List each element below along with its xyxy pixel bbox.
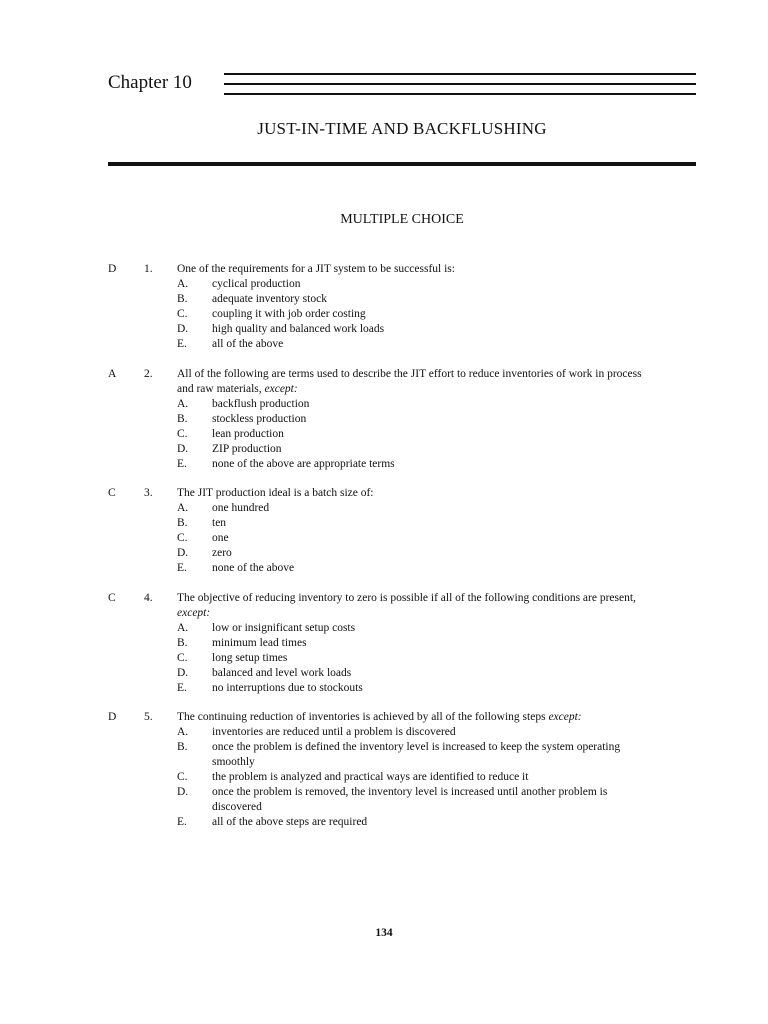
- option-text-continued: discovered: [212, 801, 262, 813]
- option-letter: A.: [177, 726, 189, 738]
- except-emphasis: except:: [177, 607, 211, 619]
- section-heading: MULTIPLE CHOICE: [340, 212, 464, 227]
- option-text: minimum lead times: [212, 637, 307, 649]
- option-letter: E.: [177, 458, 187, 470]
- option-text: ZIP production: [212, 443, 282, 455]
- option-letter: A.: [177, 622, 189, 634]
- option-text: no interruptions due to stockouts: [212, 682, 363, 694]
- title-rule: [108, 162, 696, 166]
- option-text: adequate inventory stock: [212, 293, 327, 305]
- header-rule-bottom: [224, 93, 696, 95]
- option-text: once the problem is defined the inventory level is increased to keep the system operating: [212, 741, 621, 753]
- option-text: the problem is analyzed and practical ways are identified to reduce it: [212, 771, 529, 783]
- question-stem: The objective of reducing inventory to zero is possible if all of the following conditions are present,: [177, 592, 636, 604]
- page-number: 134: [375, 927, 393, 939]
- option-letter: E.: [177, 682, 187, 694]
- except-emphasis: except:: [548, 711, 582, 723]
- option-letter: E.: [177, 562, 187, 574]
- option-letter: E.: [177, 338, 187, 350]
- option-letter: A.: [177, 502, 189, 514]
- option-letter: D.: [177, 547, 189, 559]
- answer-key: D: [108, 711, 117, 723]
- option-letter: C.: [177, 771, 188, 783]
- option-letter: A.: [177, 278, 189, 290]
- option-text: none of the above: [212, 562, 295, 574]
- chapter-title: JUST-IN-TIME AND BACKFLUSHING: [257, 119, 547, 138]
- option-letter: D.: [177, 786, 189, 798]
- option-letter: C.: [177, 652, 188, 664]
- answer-key: C: [108, 487, 116, 499]
- question-stem-continued: and raw materials, except:: [177, 383, 298, 395]
- option-letter: A.: [177, 398, 189, 410]
- option-text: inventories are reduced until a problem is discovered: [212, 726, 456, 738]
- question-number: 3.: [144, 487, 153, 499]
- header-rule-middle: [224, 83, 696, 85]
- option-letter: E.: [177, 816, 187, 828]
- option-letter: D.: [177, 667, 189, 679]
- question-stem: The JIT production ideal is a batch size of:: [177, 487, 374, 499]
- header-rule-top: [224, 73, 696, 75]
- question-number: 1.: [144, 263, 153, 275]
- answer-key: C: [108, 592, 116, 604]
- option-letter: C.: [177, 532, 188, 544]
- option-text: stockless production: [212, 413, 307, 425]
- option-text: all of the above: [212, 338, 284, 350]
- option-text: long setup times: [212, 652, 288, 664]
- option-text: one hundred: [212, 502, 270, 514]
- answer-key: A: [108, 368, 117, 380]
- option-text: one: [212, 532, 229, 544]
- answer-key: D: [108, 263, 117, 275]
- option-text: low or insignificant setup costs: [212, 622, 356, 634]
- option-text: backflush production: [212, 398, 310, 410]
- option-letter: B.: [177, 517, 188, 529]
- option-letter: C.: [177, 308, 188, 320]
- option-text: balanced and level work loads: [212, 667, 352, 679]
- question-stem: The continuing reduction of inventories is achieved by all of the following steps except:: [177, 711, 582, 723]
- option-letter: B.: [177, 413, 188, 425]
- question-stem-continued: [177, 606, 210, 621]
- question-number: 4.: [144, 592, 153, 604]
- option-text: ten: [212, 517, 227, 529]
- option-text: high quality and balanced work loads: [212, 323, 385, 335]
- option-letter: B.: [177, 741, 188, 753]
- question-number: 2.: [144, 368, 153, 380]
- option-text: none of the above are appropriate terms: [212, 458, 395, 470]
- option-letter: B.: [177, 293, 188, 305]
- question-stem: All of the following are terms used to describe the JIT effort to reduce inventories of work in process: [177, 368, 642, 380]
- option-text: coupling it with job order costing: [212, 308, 366, 320]
- option-text: lean production: [212, 428, 284, 440]
- option-text-continued: smoothly: [212, 756, 255, 768]
- option-letter: B.: [177, 637, 188, 649]
- option-text: zero: [212, 547, 232, 559]
- option-text: all of the above steps are required: [212, 816, 368, 828]
- option-letter: D.: [177, 323, 189, 335]
- option-text: once the problem is removed, the inventory level is increased until another problem is: [212, 786, 608, 798]
- option-text: cyclical production: [212, 278, 301, 290]
- chapter-heading: Chapter 10: [108, 72, 192, 93]
- except-emphasis: except:: [264, 383, 298, 395]
- option-letter: C.: [177, 428, 188, 440]
- question-number: 5.: [144, 711, 153, 723]
- question-stem: One of the requirements for a JIT system to be successful is:: [177, 263, 455, 275]
- option-letter: D.: [177, 443, 189, 455]
